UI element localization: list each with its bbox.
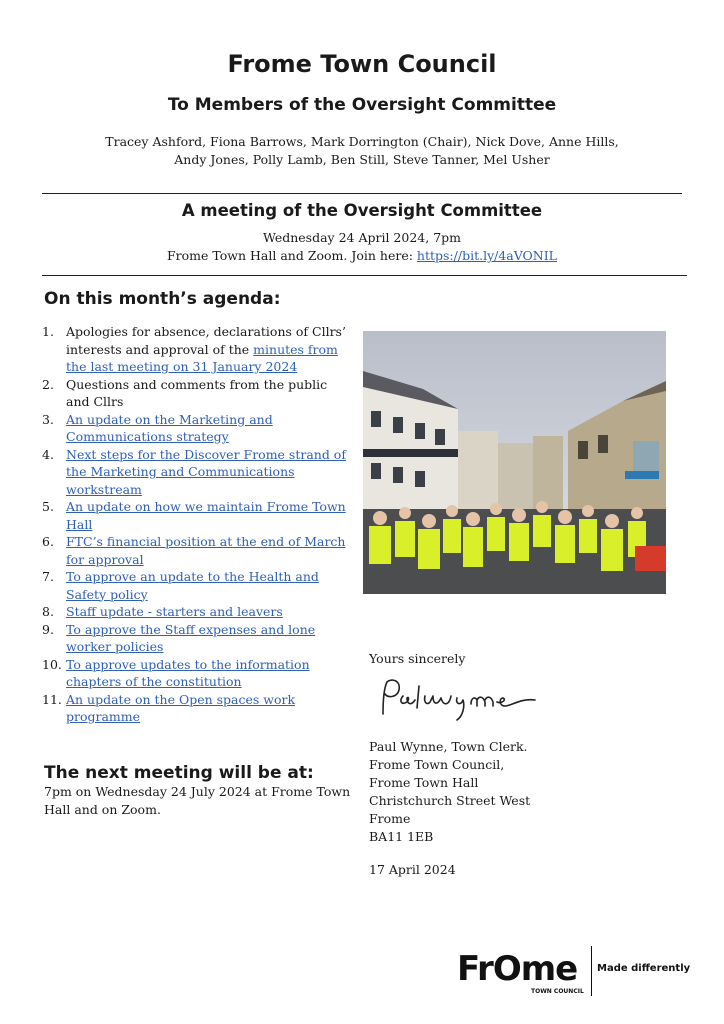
agenda-item	[42, 411, 352, 446]
agenda-item	[42, 568, 352, 603]
agenda-item	[42, 691, 352, 726]
agenda-item-number: 2.	[42, 376, 54, 392]
signature-image	[375, 676, 545, 726]
divider-bottom	[42, 275, 687, 276]
agenda-item-number: 5.	[42, 499, 54, 514]
meeting-heading: A meeting of the Oversight Committee	[181, 201, 543, 220]
group-photo	[363, 331, 666, 594]
page-title: Frome Town Council	[227, 50, 497, 78]
member-list-line-1: Tracey Ashford, Fiona Barrows, Mark Dorrington (Chair), Nick Dove, Anne Hills,	[105, 134, 619, 149]
group-photo-image	[363, 331, 666, 594]
footer-tagline: Made differently	[597, 963, 691, 974]
agenda-item-link[interactable]: Staff update - starters and leavers	[66, 604, 283, 619]
agenda-item-text: Questions and comments from the public and Cllrs	[66, 376, 328, 409]
agenda-item	[42, 533, 352, 568]
agenda-item-link[interactable]: FTC’s financial position at the end of March for approval	[66, 534, 346, 567]
agenda-item-number: 3.	[42, 411, 54, 427]
next-meeting-heading: The next meeting will be at:	[44, 763, 314, 783]
address-postcode: BA11 1EB	[369, 829, 434, 844]
agenda-item-number: 4.	[42, 446, 54, 462]
agenda-item	[42, 376, 352, 411]
agenda-item-number: 11.	[42, 691, 62, 707]
address-line-4: Frome	[369, 811, 411, 826]
agenda-item-number: 10.	[42, 656, 62, 672]
next-meeting-line-2: Hall and on Zoom.	[44, 802, 161, 817]
zoom-join-link[interactable]: https://bit.ly/4aVONIL	[416, 248, 557, 263]
agenda-item-link[interactable]: minutes from the last meeting on 31 January 2024	[66, 341, 338, 374]
agenda-item	[42, 603, 352, 621]
meeting-location	[0, 247, 724, 265]
agenda-item-link[interactable]: An update on how we maintain Frome Town Hall	[66, 499, 346, 532]
agenda-item-number: 1.	[42, 324, 54, 339]
svg-text:FrOme: FrOme	[457, 949, 578, 989]
agenda-item-text: Apologies for absence, declarations of Cllrs’ interests and approval of the	[66, 324, 346, 357]
agenda-list	[42, 323, 352, 726]
agenda-item-link[interactable]: Next steps for the Discover Frome strand of the Marketing and Communications workstream	[66, 446, 346, 497]
signature	[375, 676, 545, 730]
member-list	[0, 133, 724, 169]
meeting-date: Wednesday 24 April 2024, 7pm	[263, 230, 461, 245]
next-meeting-details	[44, 783, 350, 819]
divider-top	[42, 193, 682, 194]
agenda-heading: On this month’s agenda:	[44, 289, 281, 309]
agenda-item	[42, 323, 352, 376]
address-line-3: Christchurch Street West	[369, 793, 531, 808]
closing-text: Yours sincerely	[369, 651, 466, 666]
member-list-line-2: Andy Jones, Polly Lamb, Ben Still, Steve Tanner, Mel Usher	[174, 152, 550, 167]
svg-text:TOWN COUNCIL: TOWN COUNCIL	[531, 988, 584, 995]
agenda-item-link[interactable]: To approve the Staff expenses and lone worker policies	[66, 621, 316, 654]
agenda-item-number: 7.	[42, 569, 54, 584]
meeting-location-text: Frome Town Hall and Zoom. Join here:	[167, 248, 417, 263]
agenda-item	[42, 498, 352, 533]
page-subtitle: To Members of the Oversight Committee	[167, 95, 557, 115]
agenda-item-link[interactable]: To approve updates to the information chapters of the constitution	[66, 656, 310, 689]
agenda-item-number: 8.	[42, 604, 54, 619]
address-line-2: Frome Town Hall	[369, 775, 479, 790]
agenda-item-number: 9.	[42, 621, 54, 637]
agenda-item-link[interactable]: An update on the Open spaces work programme	[66, 691, 296, 724]
agenda-item-link[interactable]: An update on the Marketing and Communications strategy	[66, 411, 273, 444]
agenda-item-link[interactable]: To approve an update to the Health and Safety policy	[66, 569, 319, 602]
agenda-item	[42, 621, 352, 656]
agenda-item-number: 6.	[42, 534, 54, 549]
letter-date: 17 April 2024	[369, 862, 456, 877]
next-meeting-line-1: 7pm on Wednesday 24 July 2024 at Frome Town	[44, 784, 351, 799]
crowd	[363, 501, 666, 594]
sender-name-title: Paul Wynne, Town Clerk.	[369, 739, 528, 754]
agenda-item	[42, 656, 352, 691]
sender-address	[369, 738, 530, 846]
agenda-item	[42, 446, 352, 499]
address-line-1: Frome Town Council,	[369, 757, 505, 772]
